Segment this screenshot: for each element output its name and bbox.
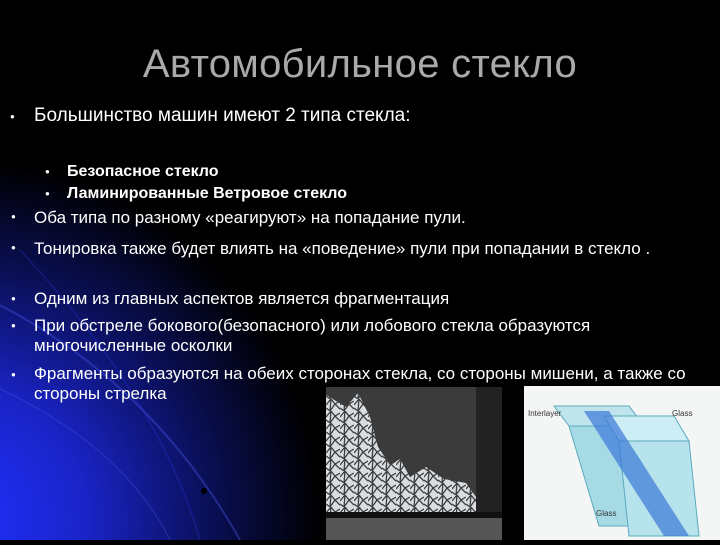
bullet-glyph: ● bbox=[11, 321, 16, 330]
slide-title: Автомобильное стекло bbox=[142, 42, 578, 86]
bullet-glyph: ● bbox=[11, 212, 16, 221]
bullet-glyph: ● bbox=[11, 243, 16, 252]
bullet-text-6: При обстреле бокового(безопасного) или лобового стекла образуются многочисленные осколки bbox=[34, 316, 591, 355]
shattered-glass-photo bbox=[326, 387, 502, 540]
bullet-text-0: Большинство машин имеют 2 типа стекла: bbox=[34, 105, 411, 126]
bullet-text-1: Безопасное стекло bbox=[67, 163, 219, 180]
bullet-text-7: Фрагменты образуются на обеих сторонах стекла, со стороны мишени, а также со стороны стрелка bbox=[34, 364, 686, 403]
bullet-glyph: ● bbox=[45, 167, 50, 176]
label-interlayer: Interlayer bbox=[528, 409, 562, 418]
bullet-glyph: ● bbox=[10, 112, 15, 121]
bullet-glyph: ● bbox=[11, 370, 16, 379]
label-glass-top: Glass bbox=[672, 409, 693, 418]
bullet-text-2: Ламинированные Ветровое стекло bbox=[67, 185, 348, 202]
bullet-glyph: ● bbox=[45, 189, 50, 198]
bullet-text-3: Оба типа по разному «реагируют» на попадание пули. bbox=[34, 208, 466, 227]
bullet-text-4: Тонировка также будет влиять на «поведение» пули при попадании в стекло . bbox=[34, 239, 651, 258]
label-glass-bottom: Glass bbox=[596, 509, 617, 518]
decor-dot bbox=[201, 488, 207, 494]
laminated-glass-diagram bbox=[524, 386, 720, 540]
bullet-text-5: Одним из главных аспектов является фрагментация bbox=[34, 289, 450, 308]
bullet-glyph: ● bbox=[11, 294, 16, 303]
